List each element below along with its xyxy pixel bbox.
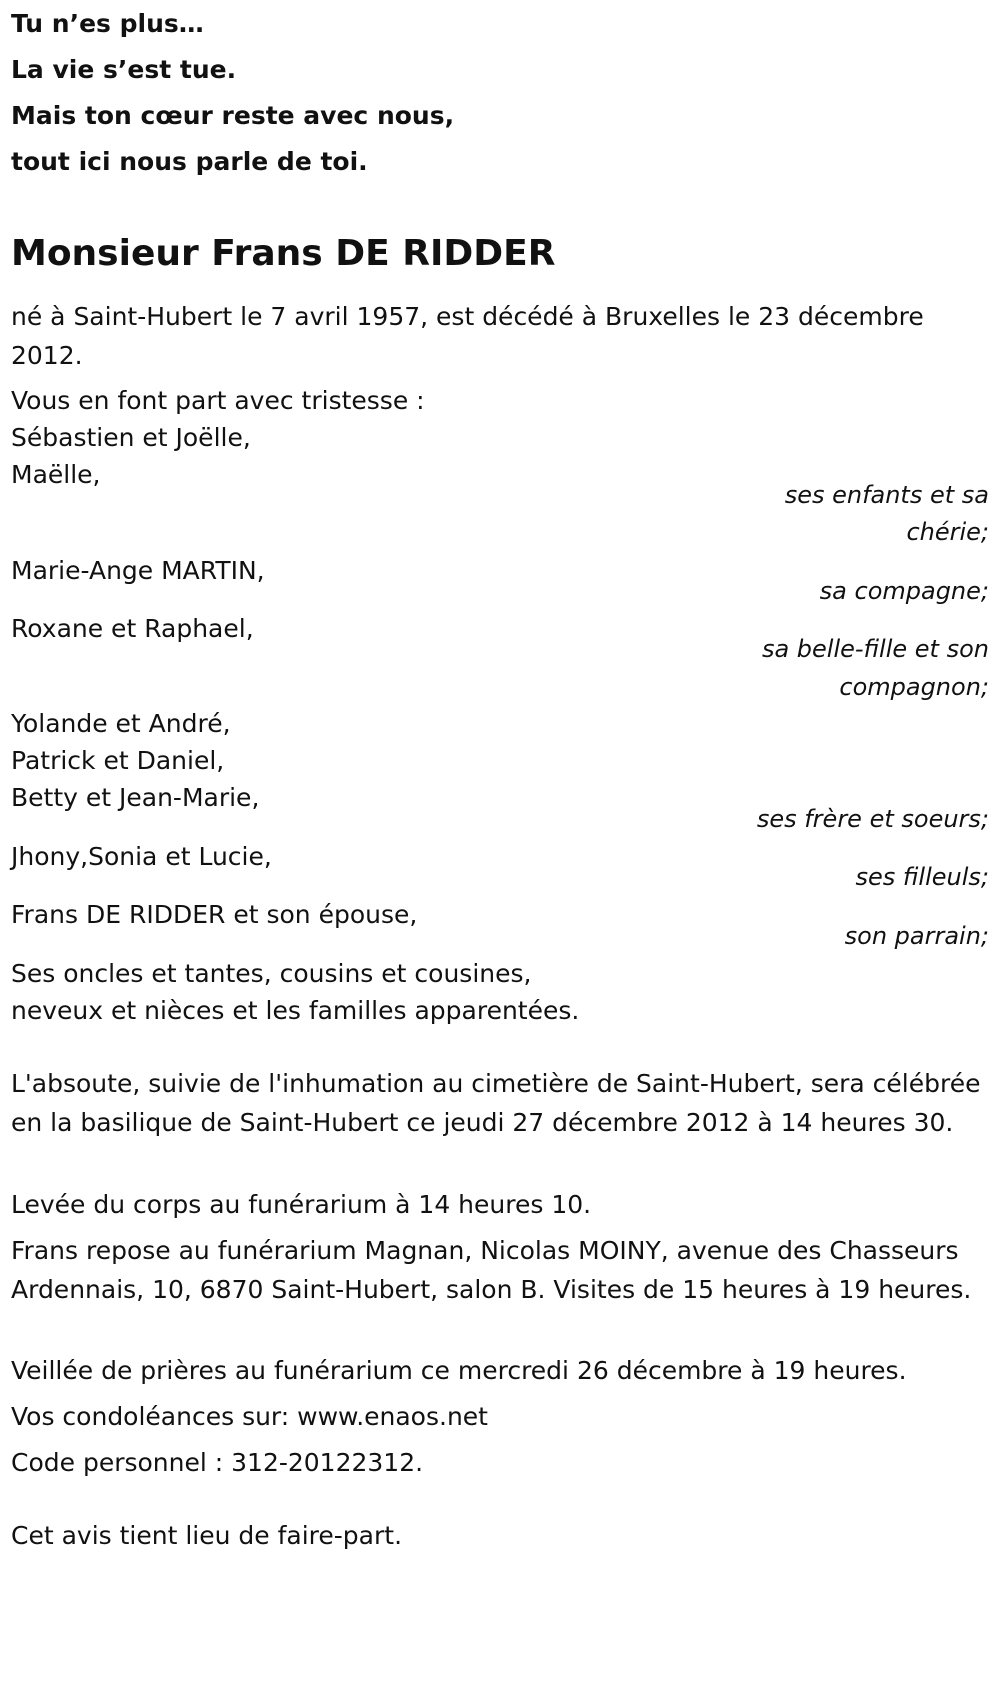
family-name-siblings-1: Yolande et André, xyxy=(11,709,231,738)
family-name-godfather: Frans DE RIDDER et son épouse, xyxy=(11,900,418,929)
family-name-siblings-3: Betty et Jean-Marie, xyxy=(11,783,260,812)
intro-text: Vous en font part avec tristesse : xyxy=(11,386,425,415)
relation-children-2: chérie; xyxy=(906,518,989,546)
family-extended-1: Ses oncles et tantes, cousins et cousines, xyxy=(11,959,532,988)
family-extended-2: neveux et nièces et les familles apparentées. xyxy=(11,996,580,1025)
poem-line-3: Mais ton cœur reste avec nous, xyxy=(11,101,455,130)
deceased-name: Monsieur Frans DE RIDDER xyxy=(11,233,556,274)
levee-text: Levée du corps au funérarium à 14 heures 10. xyxy=(11,1190,592,1219)
relation-stepdaughter-1: sa belle-fille et son xyxy=(761,635,989,663)
poem-line-2: La vie s’est tue. xyxy=(11,55,237,84)
family-name-stepdaughter: Roxane et Raphael, xyxy=(11,614,254,643)
relation-siblings: ses frère et soeurs; xyxy=(756,805,989,833)
family-name-children-2: Maëlle, xyxy=(11,460,101,489)
relation-godchildren: ses filleuls; xyxy=(855,863,989,891)
relation-children-1: ses enfants et sa xyxy=(784,481,989,509)
family-name-partner: Marie-Ange MARTIN, xyxy=(11,556,265,585)
closing-text: Cet avis tient lieu de faire-part. xyxy=(11,1521,403,1550)
poem-line-1: Tu n’es plus… xyxy=(11,9,204,38)
relation-partner: sa compagne; xyxy=(819,577,989,605)
family-name-godchildren: Jhony,Sonia et Lucie, xyxy=(11,842,272,871)
ceremony-text: L'absoute, suivie de l'inhumation au cimetière de Saint-Hubert, sera célébrée en la basilique de Saint-Hubert ce jeudi 27 décembre 2012 à 14 heures 30. xyxy=(11,1069,981,1137)
relation-stepdaughter-2: compagnon; xyxy=(839,673,989,701)
condolences-text: Vos condoléances sur: www.enaos.net xyxy=(11,1402,488,1431)
veillee-text: Veillée de prières au funérarium ce mercredi 26 décembre à 19 heures. xyxy=(11,1356,907,1385)
family-name-siblings-2: Patrick et Daniel, xyxy=(11,746,225,775)
relation-godfather: son parrain; xyxy=(844,922,989,950)
family-name-children-1: Sébastien et Joëlle, xyxy=(11,423,251,452)
repose-text: Frans repose au funérarium Magnan, Nicolas MOINY, avenue des Chasseurs Ardennais, 10, 6870 Saint-Hubert, salon B. Visites de 15 heures à 19 heures. xyxy=(11,1236,972,1304)
birth-death-text: né à Saint-Hubert le 7 avril 1957, est décédé à Bruxelles le 23 décembre 2012. xyxy=(11,302,924,370)
personal-code-text: Code personnel : 312-20122312. xyxy=(11,1448,424,1477)
poem-line-4: tout ici nous parle de toi. xyxy=(11,147,368,176)
